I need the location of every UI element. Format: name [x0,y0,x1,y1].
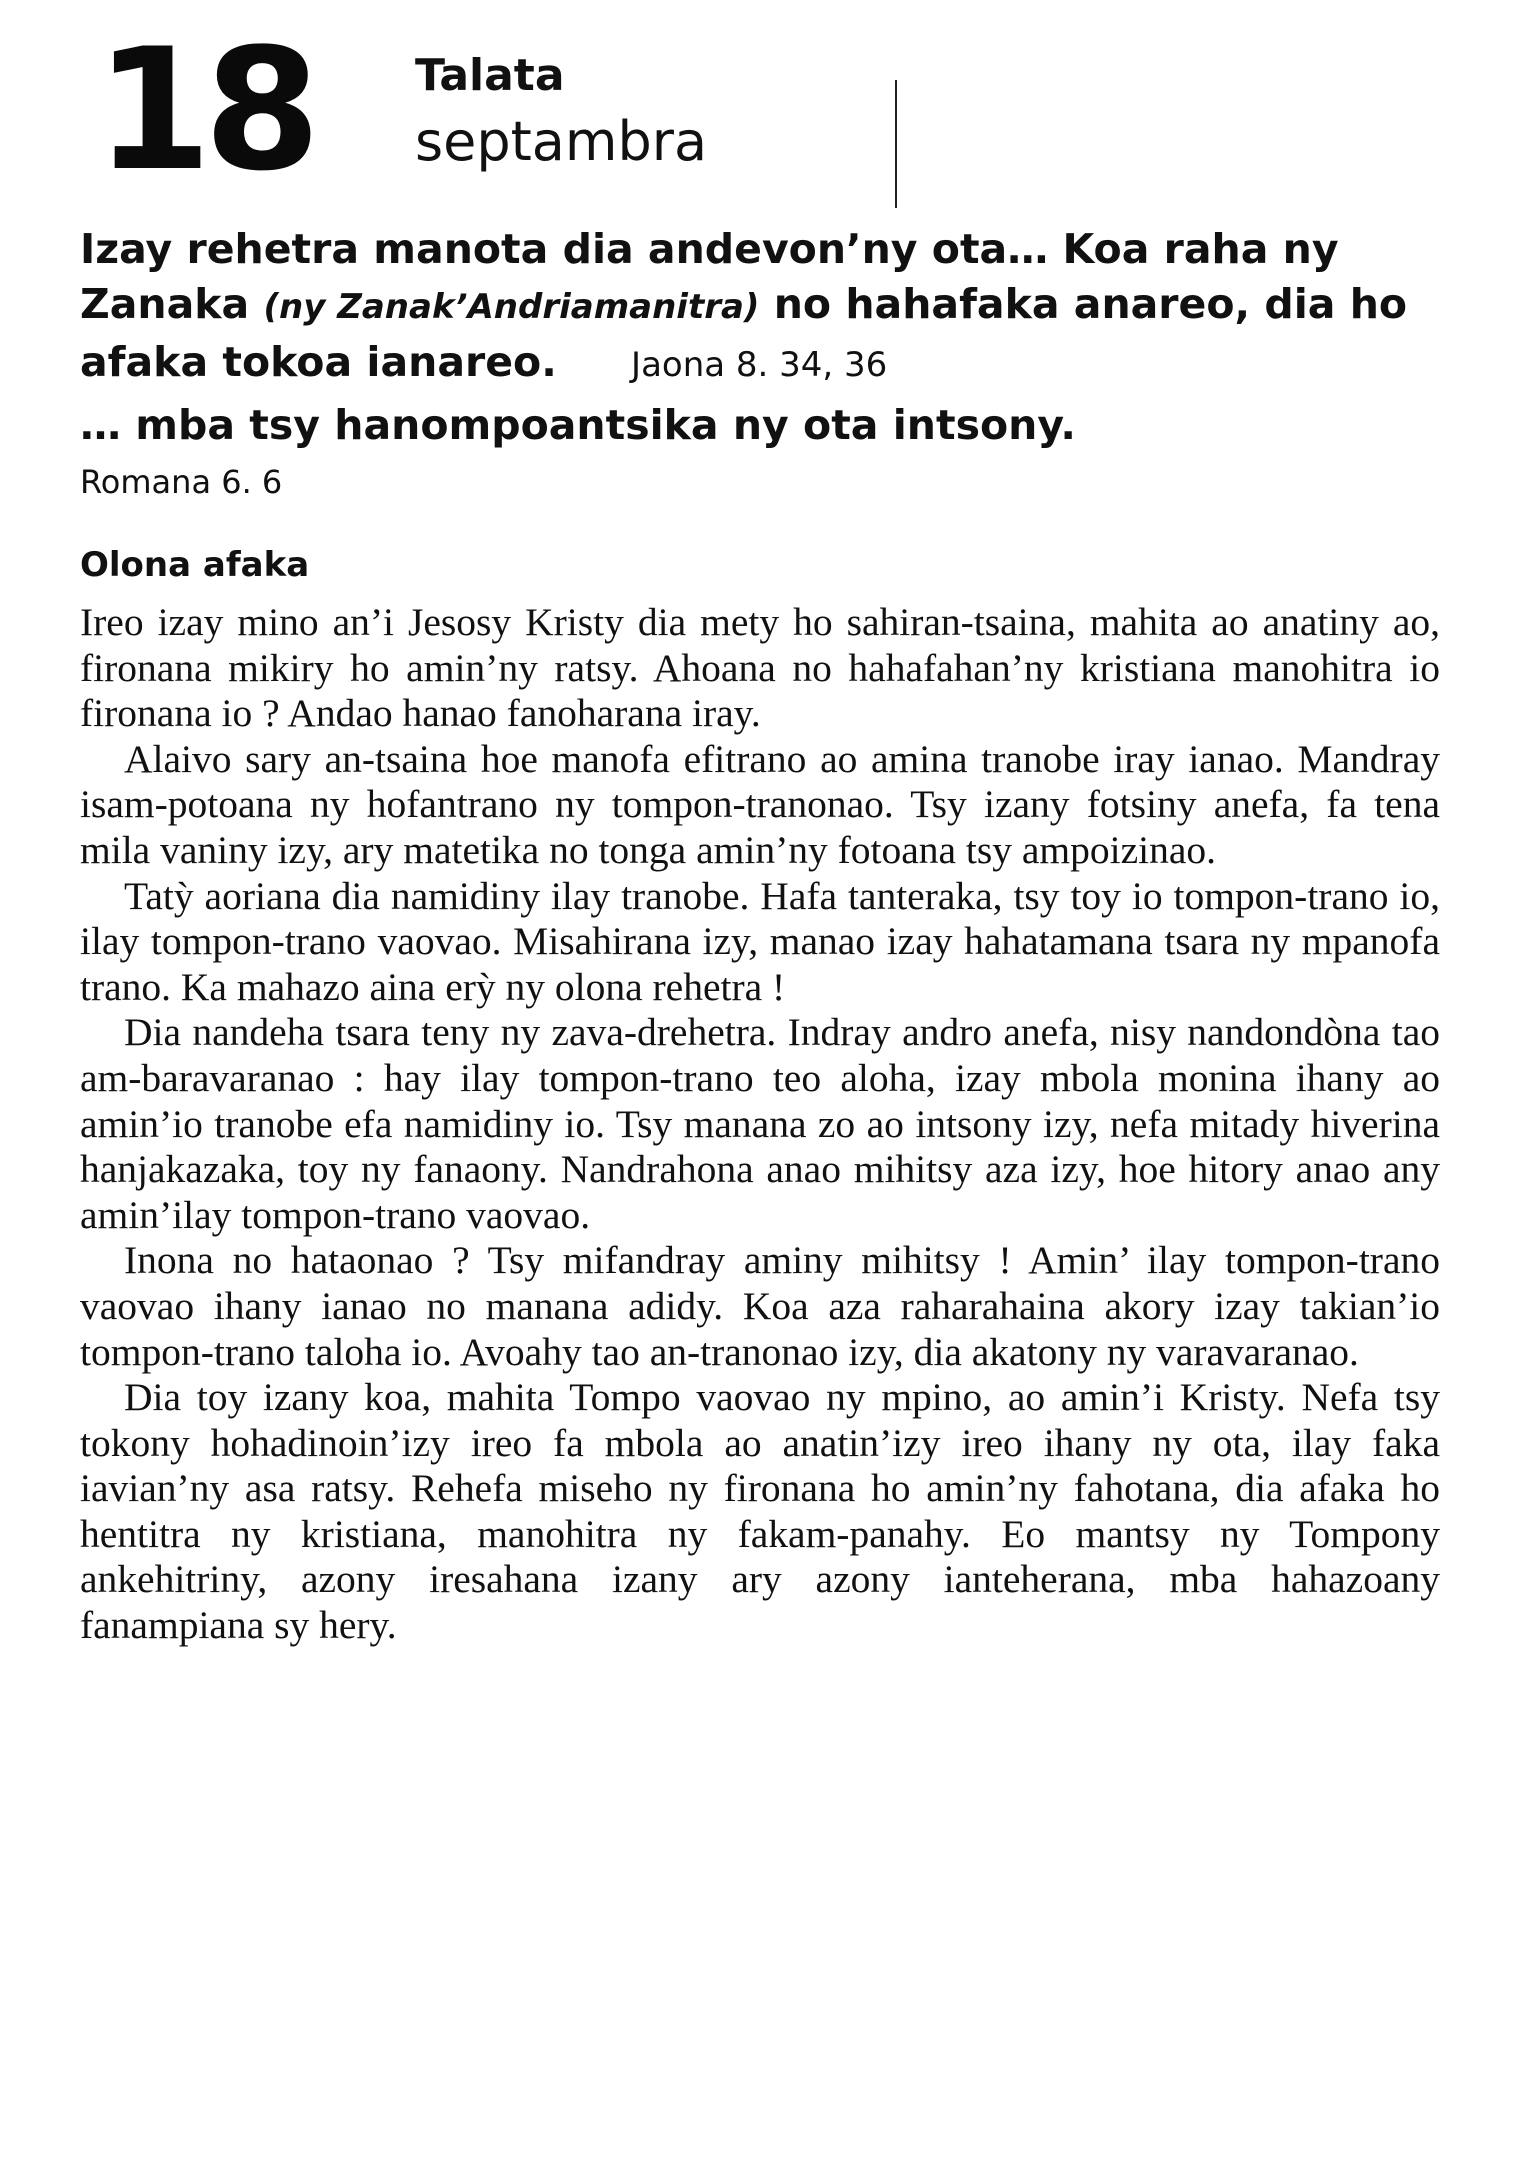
section-title: Olona afaka [80,545,310,585]
second-verse: … mba tsy hanompoantsika ny ota intsony. [80,401,1076,449]
main-verse [80,222,1440,393]
paragraph: Dia toy izany koa, mahita Tompo vaovao ny mpino, ao amin’i Kristy. Nefa tsy tokony hohadinoin’izy ireo fa mbola ao anatin’izy ireo ihany ny ota, ilay faka iavian’ny asa ratsy. Rehefa miseho ny fironana ho amin’ny fahotana, dia afaka ho hentitra ny kristiana, manohitra ny fakam-panahy. Eo mantsy ny Tompony ankehitriny, azony iresahana izany ary azony ianteherana, mba hahazoany fanampiana sy hery. [80,1375,1440,1648]
date-header [95,12,815,208]
main-verse-text-part1: Izay rehetra manota dia andevon’ny ota… Koa raha ny Zanaka [80,225,1339,328]
main-verse-italic-note: (ny Zanak’Andriamanitra) [263,287,760,327]
main-verse-text-part2: no hahafaka anareo, dia ho afaka tokoa ianareo. [80,280,1408,386]
paragraph: Alaivo sary an-tsaina hoe manofa efitrano ao amina tranobe iray ianao. Mandray isam-potoana ny hofantrano ny tompon-tranonao. Tsy izany fotsiny anefa, fa tena mila vaniny izy, ary matetika no tonga amin’ny fotoana tsy ampoizinao. [80,736,1440,872]
day-number: 18 [95,12,313,208]
header-divider [895,80,897,208]
paragraph: Inona no hataonao ? Tsy mifandray aminy mihitsy ! Amin’ ilay tompon-trano vaovao ihany ianao no manana adidy. Koa aza raharahaina akory izay takian’io tompon-trano taloha io. Avoahy tao an-tranonao izy, dia akatony ny varavaranao. [80,1238,1440,1374]
paragraph: Tatỳ aoriana dia namidiny ilay tranobe. Hafa tanteraka, tsy toy io tompon-trano io, ilay tompon-trano vaovao. Misahirana izy, manao izay hahatamana tsara ny mpanofa trano. Ka mahazo aina erỳ ny olona rehetra ! [80,873,1440,1009]
body-text [80,600,1440,1649]
weekday-label: Talata [415,50,565,101]
paragraph: Dia nandeha tsara teny ny zava-drehetra. Indray andro anefa, nisy nandondòna tao am-baravaranao : hay ilay tompon-trano teo aloha, izay mbola monina ihany ao amin’io tranobe efa namidiny io. Tsy manana zo ao intsony izy, nefa mitady hiverina hanjakazaka, toy ny fanaony. Nandrahona anao mihitsy aza izy, hoe hitory anao any amin’ilay tompon-trano vaovao. [80,1010,1440,1237]
paragraph: Ireo izay mino an’i Jesosy Kristy dia mety ho sahiran-tsaina, mahita ao anatiny ao, fironana mikiry ho amin’ny ratsy. Ahoana no hahafahan’ny kristiana manohitra io fironana io ? Andao hanao fanoharana iray. [80,600,1440,736]
main-verse-reference: Jaona 8. 34, 36 [631,345,888,385]
month-label: septambra [415,110,708,173]
second-verse-reference: Romana 6. 6 [80,463,283,501]
